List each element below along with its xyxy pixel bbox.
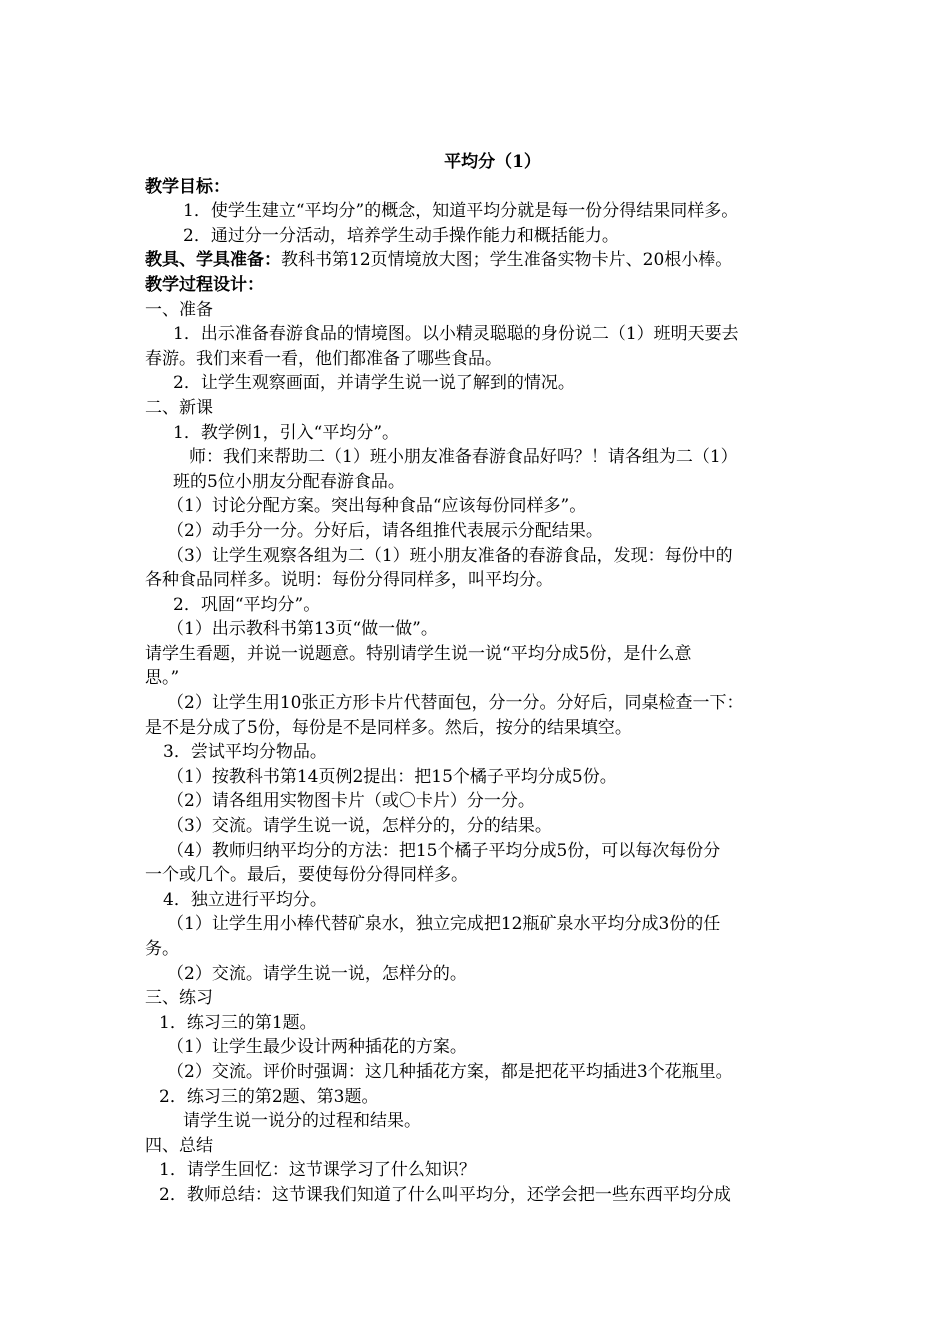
section-heading: 一、准备 — [145, 299, 213, 320]
paragraph-line: （2）交流。评价时强调：这几种插花方案，都是把花平均插进3个花瓶里。 — [167, 1061, 733, 1082]
paragraph-line: （1）让学生用小棒代替矿泉水，独立完成把12瓶矿泉水平均分成3份的任 — [167, 914, 721, 935]
process-heading: 教学过程设计： — [145, 274, 264, 295]
paragraph-line: （4）教师归纳平均分的方法：把15个橘子平均分成5份，可以每次每份分 — [167, 840, 721, 861]
paragraph-line: 请学生看题，并说一说题意。特别请学生说一说“平均分成5份，是什么意 — [145, 643, 692, 664]
paragraph-line: 班的5位小朋友分配春游食品。 — [173, 471, 405, 492]
paragraph-line: 师：我们来帮助二（1）班小朋友准备春游食品好吗？！请各组为二（1） — [189, 447, 738, 468]
paragraph-line: 1．教学例1，引入“平均分”。 — [173, 422, 400, 443]
paragraph-line: （2）让学生用10张正方形卡片代替面包，分一分。分好后，同桌检查一下： — [167, 693, 744, 714]
doc-title: 平均分（1） — [444, 152, 541, 172]
paragraph-line: 2．让学生观察画面，并请学生说一说了解到的情况。 — [173, 373, 575, 394]
paragraph-line: 3．尝试平均分物品。 — [163, 742, 327, 763]
paragraph-line: （2）请各组用实物图卡片（或〇卡片）分一分。 — [167, 791, 535, 812]
paragraph-line: 一个或几个。最后，要使每份分得同样多。 — [145, 865, 468, 886]
paragraph-line: 思。” — [145, 668, 180, 689]
tools-heading: 教具、学具准备： — [145, 250, 281, 271]
document-page — [145, 150, 820, 1208]
paragraph-line: （1）按教科书第14页例2提出：把15个橘子平均分成5份。 — [167, 766, 617, 787]
paragraph-line: 2．练习三的第2题、第3题。 — [159, 1086, 379, 1107]
paragraph-line: （2）动手分一分。分好后，请各组推代表展示分配结果。 — [167, 520, 603, 541]
paragraph-line: 1．练习三的第1题。 — [159, 1012, 317, 1033]
section-heading: 二、新课 — [145, 397, 213, 418]
paragraph-line: 春游。我们来看一看，他们都准备了哪些食品。 — [145, 348, 502, 369]
objective-2: 2．通过分一分活动，培养学生动手操作能力和概括能力。 — [183, 225, 619, 246]
paragraph-line: 2．教师总结：这节课我们知道了什么叫平均分，还学会把一些东西平均分成 — [159, 1184, 731, 1205]
objectives-heading: 教学目标： — [145, 176, 230, 197]
paragraph-line: 请学生说一说分的过程和结果。 — [183, 1111, 421, 1132]
paragraph-line: 各种食品同样多。说明：每份分得同样多，叫平均分。 — [145, 570, 553, 591]
paragraph-line: 4．独立进行平均分。 — [163, 889, 327, 910]
paragraph-line: （3）让学生观察各组为二（1）班小朋友准备的春游食品，发现：每份中的 — [167, 545, 733, 566]
paragraph-line: （1）讨论分配方案。突出每种食品“应该每份同样多”。 — [167, 496, 587, 517]
paragraph-line: （2）交流。请学生说一说，怎样分的。 — [167, 963, 467, 984]
section-heading: 四、总结 — [145, 1135, 213, 1156]
objective-1: 1．使学生建立“平均分”的概念，知道平均分就是每一份分得结果同样多。 — [183, 201, 739, 222]
paragraph-line: 2．巩固“平均分”。 — [173, 594, 321, 615]
paragraph-line: 1．出示准备春游食品的情境图。以小精灵聪聪的身份说二（1）班明天要去 — [173, 324, 739, 345]
paragraph-line: 1．请学生回忆：这节课学习了什么知识？ — [159, 1160, 476, 1181]
paragraph-line: （3）交流。请学生说一说，怎样分的，分的结果。 — [167, 816, 552, 837]
tools-line — [145, 248, 820, 273]
paragraph-line: 是不是分成了5份，每份是不是同样多。然后，按分的结果填空。 — [145, 717, 632, 738]
paragraph-line: （1）让学生最少设计两种插花的方案。 — [167, 1037, 467, 1058]
paragraph-line: 务。 — [145, 939, 179, 959]
tools-text: 教科书第12页情境放大图；学生准备实物卡片、20根小棒。 — [281, 250, 733, 271]
section-heading: 三、练习 — [145, 988, 213, 1009]
paragraph-line: （1）出示教科书第13页“做一做”。 — [167, 619, 438, 640]
